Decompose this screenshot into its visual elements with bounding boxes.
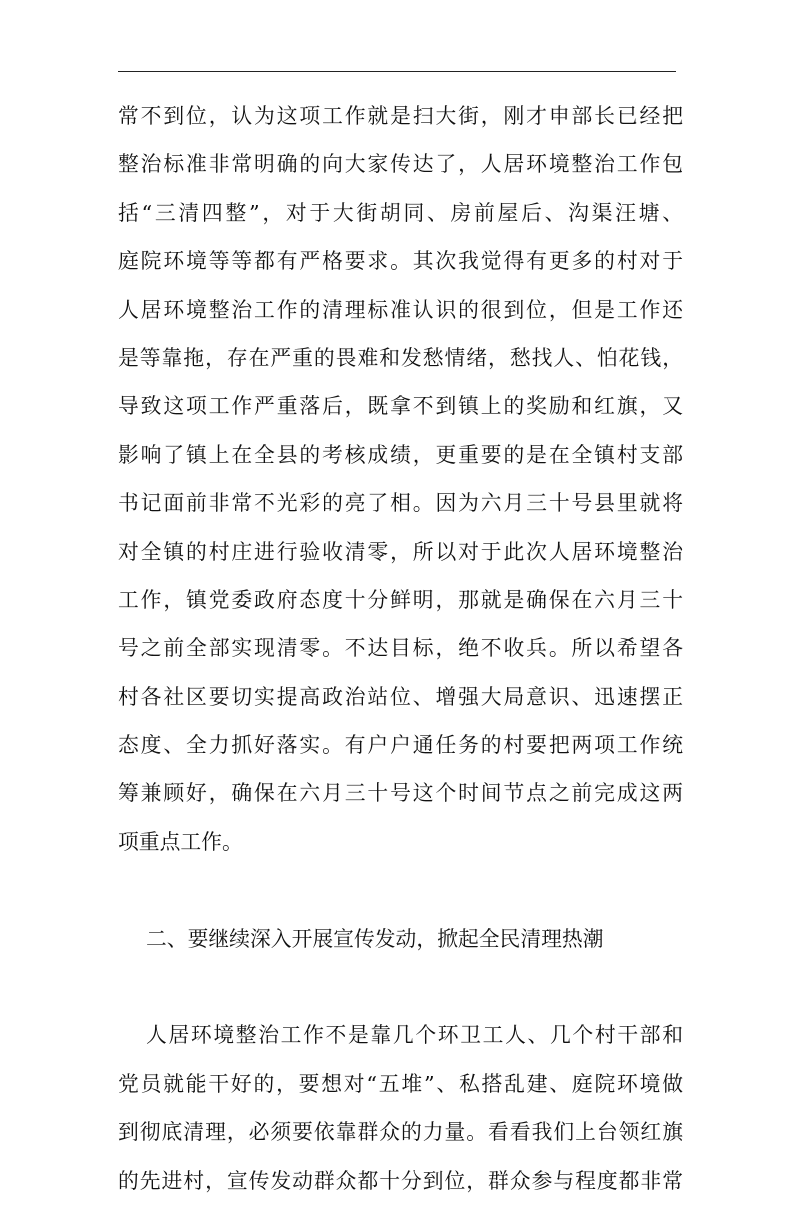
paragraph bbox=[118, 92, 683, 866]
text-line: 工作，镇党委政府态度十分鲜明，那就是确保在六月三十 bbox=[118, 587, 683, 612]
paragraph bbox=[118, 1011, 683, 1205]
text-line: 括“三清四整”，对于大街胡同、房前屋后、沟渠汪塘、 bbox=[118, 200, 683, 225]
text-line: 是等靠拖，存在严重的畏难和发愁情绪，愁找人、怕花钱， bbox=[118, 345, 683, 370]
text-line: 人居环境整治工作不是靠几个环卫工人、几个村干部和 bbox=[146, 1023, 683, 1048]
text-line: 态度、全力抓好落实。有户户通任务的村要把两项工作统 bbox=[118, 733, 683, 758]
text-line: 到彻底清理，必须要依靠群众的力量。看看我们上台领红旗 bbox=[118, 1120, 683, 1145]
text-line: 常不到位，认为这项工作就是扫大街，刚才申部长已经把 bbox=[118, 104, 683, 128]
text-line: 筹兼顾好，确保在六月三十号这个时间节点之前完成这两 bbox=[118, 781, 683, 806]
section-heading: 二、要继续深入开展宣传发动，掀起全民清理热潮 bbox=[146, 926, 604, 951]
text-line: 对全镇的村庄进行验收清零，所以对于此次人居环境整治 bbox=[118, 539, 683, 564]
text-line: 影响了镇上在全县的考核成绩，更重要的是在全镇村支部 bbox=[118, 442, 683, 467]
text-line: 项重点工作。 bbox=[118, 829, 243, 854]
text-line: 村各社区要切实提高政治站位、增强大局意识、迅速摆正 bbox=[118, 684, 683, 709]
header-rule bbox=[118, 71, 676, 72]
text-line: 导致这项工作严重落后，既拿不到镇上的奖励和红旗，又 bbox=[118, 394, 683, 419]
text-line: 的先进村，宣传发动群众都十分到位，群众参与程度都非常 bbox=[118, 1168, 683, 1193]
text-line: 书记面前非常不光彩的亮了相。因为六月三十号县里就将 bbox=[118, 491, 683, 516]
text-line: 号之前全部实现清零。不达目标，绝不收兵。所以希望各 bbox=[118, 636, 683, 661]
document-body bbox=[118, 92, 683, 1205]
text-line: 庭院环境等等都有严格要求。其次我觉得有更多的村对于 bbox=[118, 249, 683, 274]
paragraph-gap bbox=[118, 866, 683, 914]
text-line: 人居环境整治工作的清理标准认识的很到位，但是工作还 bbox=[118, 297, 683, 322]
text-line: 整治标准非常明确的向大家传达了，人居环境整治工作包 bbox=[118, 152, 683, 177]
paragraph-gap bbox=[118, 963, 683, 1011]
text-line: 党员就能干好的，要想对“五堆”、私搭乱建、庭院环境做 bbox=[118, 1071, 683, 1096]
